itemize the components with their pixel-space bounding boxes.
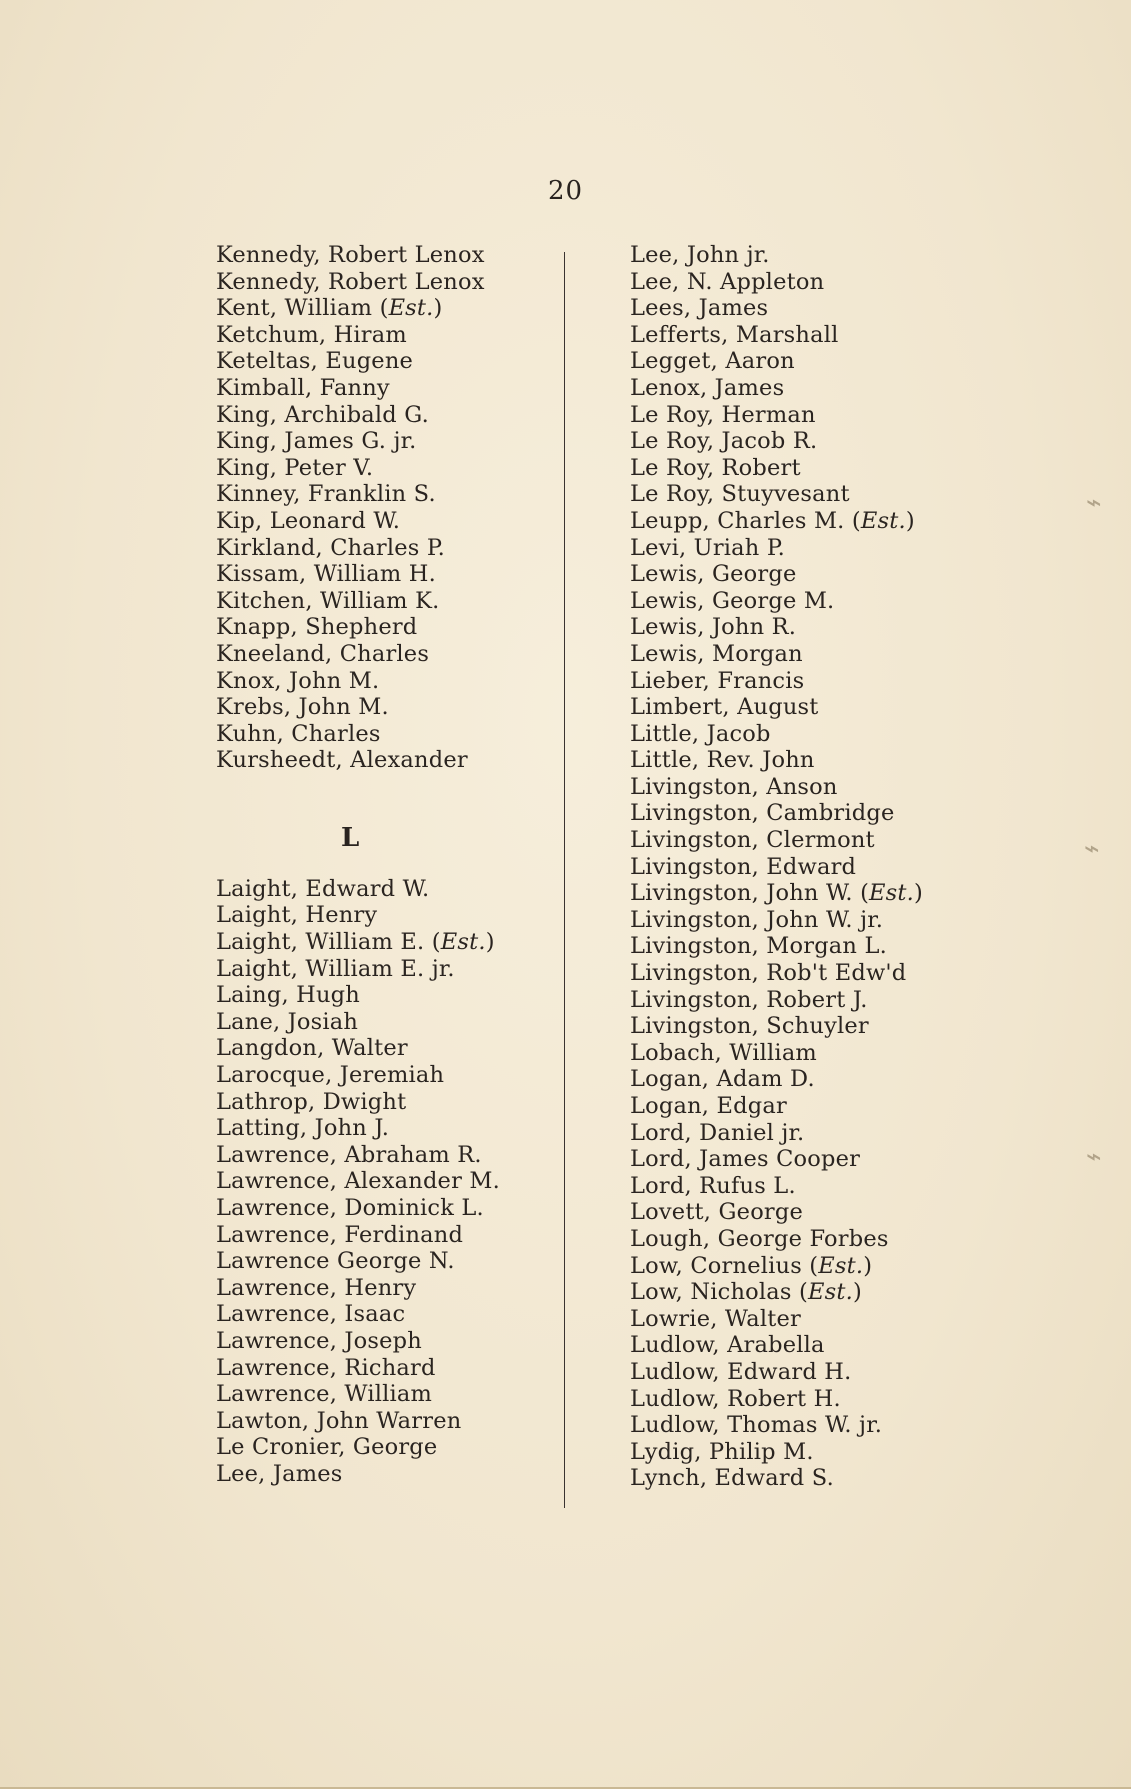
- entry-name: Lee, N. Appleton: [630, 268, 825, 295]
- estate-marker: Est.: [818, 1252, 864, 1279]
- entry-name: Logan, Adam D.: [630, 1066, 815, 1093]
- entry-name: Lowrie, Walter: [630, 1305, 802, 1332]
- entry-name: King, James G. jr.: [216, 428, 417, 455]
- entry-name: Kneeland, Charles: [216, 640, 430, 667]
- entry-name: Lefferts, Marshall: [630, 321, 839, 348]
- list-item: [216, 322, 546, 349]
- closing-paren: ): [485, 929, 495, 956]
- list-item: [216, 508, 546, 535]
- entry-name: Laight, Henry: [216, 902, 378, 929]
- entry-name: Le Roy, Robert: [630, 454, 801, 481]
- entry-name: Livingston, Clermont: [630, 827, 875, 854]
- list-item: [630, 402, 970, 429]
- list-item: [216, 668, 546, 695]
- entry-name: Kinney, Franklin S.: [216, 481, 436, 508]
- entry-name: Knapp, Shepherd: [216, 614, 418, 641]
- l-entries-list: [216, 876, 546, 1488]
- list-item: [216, 1222, 546, 1249]
- entry-name: Lawrence, Ferdinand: [216, 1221, 464, 1248]
- list-item: [216, 1168, 546, 1195]
- entry-name: Larocque, Jeremiah: [216, 1062, 445, 1089]
- list-item: [630, 428, 970, 455]
- list-item: [630, 1253, 970, 1280]
- entry-name: King, Peter V.: [216, 454, 374, 481]
- list-item: [216, 1275, 546, 1302]
- list-item: [630, 880, 970, 907]
- entry-name: Lawrence George N.: [216, 1248, 455, 1275]
- entry-name: Kennedy, Robert Lenox: [216, 242, 485, 268]
- list-item: [216, 402, 546, 429]
- entry-name: Levi, Uriah P.: [630, 534, 785, 561]
- list-item: [216, 1434, 546, 1461]
- list-item: [216, 588, 546, 615]
- list-item: [630, 1332, 970, 1359]
- list-item: [216, 1301, 546, 1328]
- entry-name: Lydig, Philip M.: [630, 1438, 814, 1465]
- right-entries-list: [630, 242, 970, 1492]
- list-item: [630, 1386, 970, 1413]
- list-item: [216, 1381, 546, 1408]
- entry-name: Keteltas, Eugene: [216, 348, 414, 375]
- entry-name: Little, Rev. John: [630, 747, 815, 774]
- list-item: [630, 747, 970, 774]
- entry-name: Lewis, Morgan: [630, 640, 803, 667]
- entry-name: Ludlow, Thomas W. jr.: [630, 1412, 883, 1439]
- entry-name: Kursheedt, Alexander: [216, 747, 468, 774]
- list-item: [216, 1115, 546, 1142]
- list-item: [630, 348, 970, 375]
- list-item: [216, 481, 546, 508]
- list-item: [216, 561, 546, 588]
- paper-damage-mark: ⌁: [1086, 488, 1102, 518]
- list-item: [216, 694, 546, 721]
- entry-name: Lobach, William: [630, 1039, 817, 1066]
- list-item: [216, 1408, 546, 1435]
- list-item: [216, 929, 546, 956]
- entry-name: Lewis, John R.: [630, 614, 797, 641]
- list-item: [216, 956, 546, 983]
- list-item: [630, 481, 970, 508]
- list-item: [630, 1040, 970, 1067]
- entry-name: Lawrence, Joseph: [216, 1327, 422, 1354]
- entry-name: Lee, John jr.: [630, 242, 770, 268]
- list-item: [630, 588, 970, 615]
- list-item: [630, 774, 970, 801]
- list-item: [630, 1093, 970, 1120]
- list-item: [630, 322, 970, 349]
- entry-name: Lynch, Edward S.: [630, 1465, 834, 1492]
- entry-name: Little, Jacob: [630, 720, 771, 747]
- list-item: [630, 668, 970, 695]
- entry-name: Lough, George Forbes: [630, 1225, 889, 1252]
- entry-name: Laing, Hugh: [216, 982, 360, 1009]
- list-item: [216, 1248, 546, 1275]
- entry-name: Lawrence, Richard: [216, 1354, 436, 1381]
- entry-name: Knox, John M.: [216, 667, 380, 694]
- list-item: [630, 933, 970, 960]
- list-item: [216, 876, 546, 903]
- list-item: [216, 641, 546, 668]
- section-letter-heading: L: [341, 822, 360, 853]
- list-item: [630, 800, 970, 827]
- list-item: [216, 721, 546, 748]
- list-item: [630, 1359, 970, 1386]
- list-item: [630, 960, 970, 987]
- entry-name: Livingston, Schuyler: [630, 1013, 869, 1040]
- entry-name: Livingston, Morgan L.: [630, 933, 887, 960]
- k-entries-list: [216, 242, 546, 774]
- list-item: [630, 455, 970, 482]
- entry-name: Lees, James: [630, 295, 769, 322]
- list-item: [216, 295, 546, 322]
- estate-marker: Est.: [860, 507, 906, 534]
- entry-name: Lawrence, Abraham R.: [216, 1141, 482, 1168]
- entry-name: Leupp, Charles M. (: [630, 507, 861, 534]
- estate-marker: Est.: [388, 295, 434, 322]
- entry-name: Kimball, Fanny: [216, 374, 390, 401]
- list-item: [630, 1066, 970, 1093]
- entry-name: Low, Cornelius (: [630, 1252, 819, 1279]
- list-item: [216, 428, 546, 455]
- entry-name: Lane, Josiah: [216, 1008, 359, 1035]
- list-item: [216, 535, 546, 562]
- list-item: [216, 375, 546, 402]
- list-item: [630, 295, 970, 322]
- entry-name: Lawrence, Henry: [216, 1274, 417, 1301]
- entry-name: Lawton, John Warren: [216, 1407, 462, 1434]
- entry-name: Ludlow, Edward H.: [630, 1358, 852, 1385]
- list-item: [216, 1142, 546, 1169]
- list-item: [630, 1146, 970, 1173]
- list-item: [216, 1461, 546, 1488]
- list-item: [216, 1355, 546, 1382]
- closing-paren: ): [863, 1252, 873, 1279]
- entry-name: Latting, John J.: [216, 1115, 390, 1142]
- list-item: [630, 987, 970, 1014]
- list-item: [630, 641, 970, 668]
- entry-name: Lord, Rufus L.: [630, 1172, 796, 1199]
- entry-name: Lee, James: [216, 1460, 343, 1487]
- entry-name: Lathrop, Dwight: [216, 1088, 407, 1115]
- entry-name: Kip, Leonard W.: [216, 507, 401, 534]
- paper-damage-mark: ⌁: [1084, 834, 1100, 864]
- entry-name: Le Cronier, George: [216, 1434, 438, 1461]
- list-item: [630, 242, 970, 269]
- entry-name: Laight, Edward W.: [216, 875, 430, 902]
- list-item: [216, 1062, 546, 1089]
- entry-name: Lord, James Cooper: [630, 1146, 861, 1173]
- list-item: [216, 982, 546, 1009]
- entry-name: King, Archibald G.: [216, 401, 429, 428]
- closing-paren: ): [914, 880, 923, 907]
- page-number: 20: [547, 176, 584, 206]
- list-item: [630, 614, 970, 641]
- list-item: [630, 1226, 970, 1253]
- entry-name: Kitchen, William K.: [216, 587, 440, 614]
- entry-name: Lewis, George M.: [630, 587, 835, 614]
- right-column: [630, 242, 970, 1492]
- list-item: [630, 508, 970, 535]
- left-column: [216, 242, 546, 1488]
- list-item: [216, 242, 546, 269]
- list-item: [630, 907, 970, 934]
- list-item: [630, 854, 970, 881]
- entry-name: Lawrence, Dominick L.: [216, 1195, 484, 1221]
- column-divider: [564, 252, 565, 1508]
- list-item: [216, 902, 546, 929]
- entry-name: Lieber, Francis: [630, 667, 805, 694]
- entry-name: Livingston, Edward: [630, 853, 857, 880]
- list-item: [630, 1013, 970, 1040]
- entry-name: Livingston, John W. jr.: [630, 906, 884, 933]
- estate-marker: Est.: [869, 880, 915, 907]
- entry-name: Livingston, Rob't Edw'd: [630, 960, 907, 987]
- entry-name: Langdon, Walter: [216, 1035, 408, 1062]
- entry-name: Lawrence, William: [216, 1381, 433, 1408]
- entry-name: Legget, Aaron: [630, 348, 795, 375]
- entry-name: Le Roy, Stuyvesant: [630, 481, 850, 508]
- entry-name: Laight, William E. (: [216, 929, 441, 956]
- list-item: [216, 455, 546, 482]
- estate-marker: Est.: [808, 1279, 853, 1306]
- entry-name: Lawrence, Isaac: [216, 1301, 406, 1328]
- entry-name: Logan, Edgar: [630, 1093, 787, 1119]
- entry-name: Kent, William (: [216, 295, 389, 322]
- list-item: [630, 1173, 970, 1200]
- entry-name: Le Roy, Herman: [630, 401, 816, 428]
- list-item: [630, 1439, 970, 1466]
- entry-name: Lenox, James: [630, 374, 785, 401]
- list-item: [216, 1035, 546, 1062]
- entry-name: Krebs, John M.: [216, 694, 389, 721]
- entry-name: Kuhn, Charles: [216, 720, 381, 747]
- list-item: [630, 1199, 970, 1226]
- entry-name: Low, Nicholas (: [630, 1279, 808, 1306]
- entry-name: Lewis, George: [630, 561, 797, 588]
- list-item: [216, 269, 546, 296]
- list-item: [630, 827, 970, 854]
- list-item: [630, 1412, 970, 1439]
- entry-name: Le Roy, Jacob R.: [630, 428, 818, 455]
- entry-name: Laight, William E. jr.: [216, 955, 455, 982]
- entry-name: Livingston, John W. (: [630, 880, 870, 907]
- list-item: [630, 375, 970, 402]
- entry-name: Livingston, Cambridge: [630, 800, 895, 827]
- entry-name: Livingston, Robert J.: [630, 986, 868, 1013]
- list-item: [630, 1120, 970, 1147]
- list-item: [216, 1009, 546, 1036]
- entry-name: Lawrence, Alexander M.: [216, 1168, 500, 1195]
- entry-name: Livingston, Anson: [630, 773, 838, 800]
- list-item: [216, 614, 546, 641]
- list-item: [630, 721, 970, 748]
- paper-damage-mark: ⌁: [1086, 1142, 1102, 1172]
- entry-name: Ludlow, Arabella: [630, 1332, 825, 1359]
- list-item: [216, 747, 546, 774]
- entry-name: Ludlow, Robert H.: [630, 1385, 841, 1412]
- entry-name: Kirkland, Charles P.: [216, 534, 446, 561]
- list-item: [216, 1328, 546, 1355]
- estate-marker: Est.: [440, 929, 486, 956]
- closing-paren: ): [905, 507, 915, 534]
- entry-name: Lovett, George: [630, 1199, 804, 1226]
- entry-name: Ketchum, Hiram: [216, 321, 407, 348]
- entry-name: Limbert, August: [630, 694, 819, 721]
- list-item: [630, 1465, 970, 1492]
- list-item: [216, 348, 546, 375]
- closing-paren: ): [433, 295, 443, 322]
- entry-name: Lord, Daniel jr.: [630, 1119, 805, 1146]
- entry-name: Kennedy, Robert Lenox: [216, 268, 485, 295]
- list-item: [630, 269, 970, 296]
- list-item: [630, 1279, 970, 1306]
- list-item: [630, 535, 970, 562]
- list-item: [630, 561, 970, 588]
- list-item: [630, 1306, 970, 1333]
- entry-name: Kissam, William H.: [216, 561, 436, 588]
- closing-paren: ): [852, 1279, 862, 1306]
- list-item: [216, 1089, 546, 1116]
- list-item: [216, 1195, 546, 1222]
- list-item: [630, 694, 970, 721]
